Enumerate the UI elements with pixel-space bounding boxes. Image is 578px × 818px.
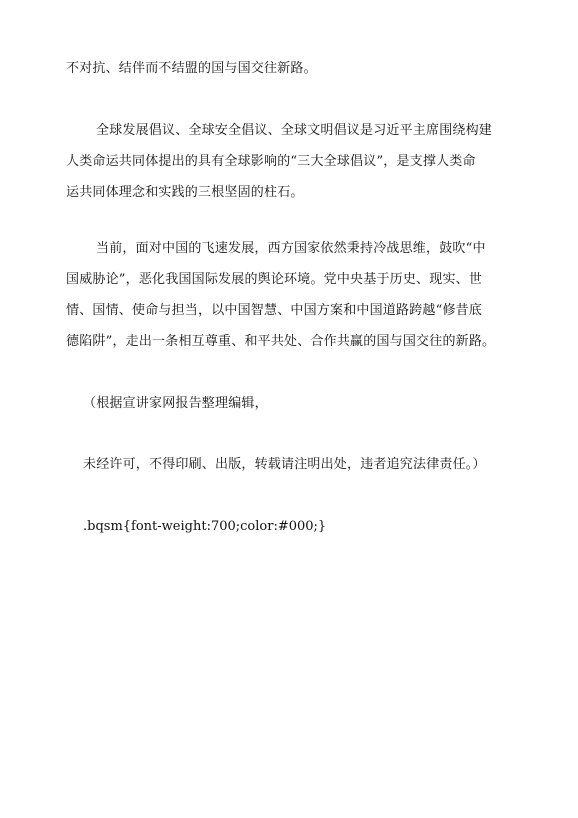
paragraph-3-line-2: 国威胁论”，恶化我国国际发展的舆论环境。党中央基于历史、现实、世 [66, 272, 483, 287]
paragraph-3-line-4: 德陷阱”，走出一条相互尊重、和平共处、合作共赢的国与国交往的新路。 [66, 334, 496, 349]
paragraph-3-line-1: 当前，面对中国的飞速发展，西方国家依然秉持冷战思维，鼓吹“中 [96, 241, 486, 256]
paragraph-3-line-3: 情、国情、使命与担当，以中国智慧、中国方案和中国道路跨越“修昔底 [66, 303, 483, 318]
paragraph-2-line-3: 运共同体理念和实践的三根坚固的柱石。 [66, 185, 304, 200]
paragraph-2-line-2: 人类命运共同体提出的具有全球影响的“三大全球倡议”，是支撑人类命 [66, 154, 476, 169]
source-note: （根据宣讲家网报告整理编辑， [83, 396, 268, 411]
paragraph-2-line-1: 全球发展倡议、全球安全倡议、全球文明倡议是习近平主席围绕构建 [96, 123, 493, 138]
css-text-line: .bqsm{font-weight:700;color:#000;} [83, 519, 327, 534]
paragraph-1-line-1: 不对抗、结伴而不结盟的国与国交往新路。 [66, 61, 317, 76]
copyright-note: 未经许可，不得印刷、出版，转载请注明出处，违者追究法律责任。） [83, 457, 486, 472]
